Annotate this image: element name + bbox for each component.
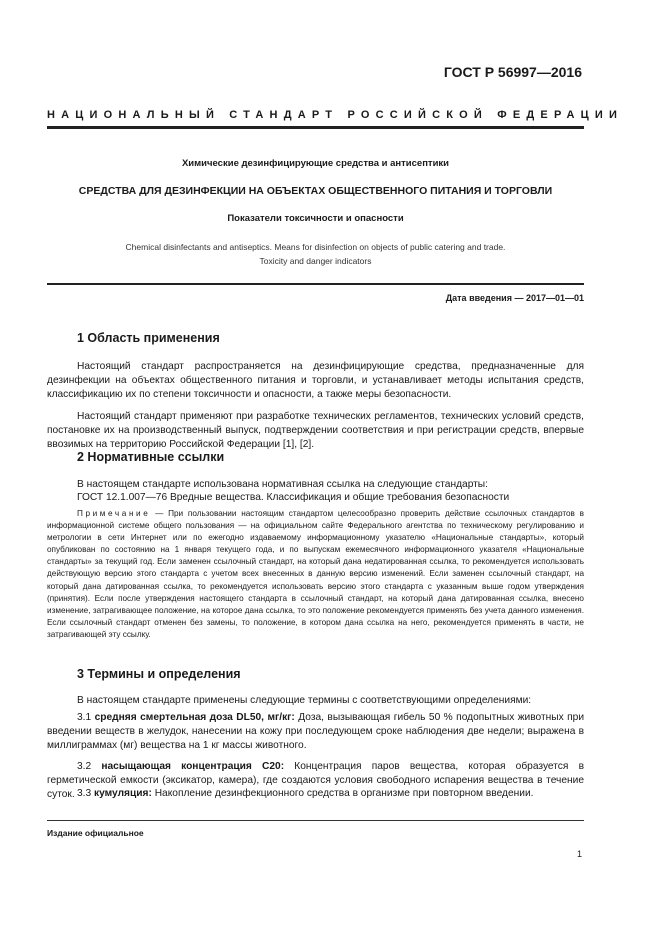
term-name: кумуляция: (94, 788, 152, 799)
term-number: 3.1 (77, 712, 92, 723)
title-en-line2: Toxicity and danger indicators (259, 256, 372, 266)
national-standard-banner: НАЦИОНАЛЬНЫЙ СТАНДАРТ РОССИЙСКОЙ ФЕДЕРАЦИИ (47, 109, 624, 121)
term-name: насыщающая концентрация C20: (101, 761, 285, 772)
title-rule (47, 283, 584, 285)
page-number: 1 (576, 849, 582, 859)
section1-para2: Настоящий стандарт применяют при разработке технических регламентов, технических условий средств, постановке их на производственный выпуск, подтверждении соответствия и при регистрации средств, впервые ввозимых на территорию Российской Федерации [1], [2]. (47, 411, 584, 450)
term-number: 3.3 (77, 788, 92, 799)
section2-note (47, 508, 584, 641)
term-3-3 (47, 787, 584, 801)
section2-para1: В настоящем стандарте использована нормативная ссылка на следующие стандарты: (77, 479, 488, 490)
title-en-line1: Chemical disinfectants and antiseptics. Means for disinfection on objects of public catering and trade. (125, 242, 506, 252)
note-text: — При пользовании настоящим стандартом целесообразно проверить действие ссылочных стандартов в информационной системе общего пользования — на официальном сайте Федерального агентства по техническому регулированию и метрологии в сети Интернет или по ежегодно издаваемому информационному указателю «Национальные стандарты», который опубликован по состоянию на 1 января текущего года, и по выпускам ежемесячного информационного указателя «Национальные стандарты» за текущий год. Если заменен ссылочный стандарт, на который дана недатированная ссылка, то рекомендуется использовать действующую версию этого стандарта с учетом всех внесенных в данную версию изменений. Если заменен ссылочный стандарт, на который дана датированная ссылка, то рекомендуется использовать версию этого стандарта с указанным выше годом утверждения (принятия). Если после утверждения настоящего стандарта в ссылочный стандарт, на который дана датированная ссылка, внесено изменение, затрагивающее положение, на которое дана ссылка, то это положение рекомендуется применять без учета данного изменения. Если ссылочный стандарт отменен без замены, то положение, в котором дана ссылка на него, рекомендуется применять в части, не затрагивающей эту ссылку. (47, 509, 584, 639)
subtitle-ru: Химические дезинфицирующие средства и антисептики (181, 158, 450, 169)
edition-label: Издание официальное (47, 828, 144, 838)
section1-heading: 1 Область применения (77, 331, 220, 345)
term-definition: Доза, вызывающая гибель 50 % подопытных животных при введении веществ в желудок, нанесении на кожу при последующем сроке наблюдения две недели; выражена в миллиграммах (мг) вещества на 1 кг массы животного. (47, 712, 585, 751)
section2-heading: 2 Нормативные ссылки (77, 450, 225, 464)
introduction-date: Дата введения — 2017—01—01 (445, 293, 584, 303)
standard-code: ГОСТ Р 56997—2016 (443, 64, 582, 80)
footer-rule (47, 820, 584, 821)
section1-para1: Настоящий стандарт распространяется на дезинфицирующие средства, предназначенные для дезинфекции на объектах общественного питания и торговли, и устанавливает методы испытания средств, классификацию их по степени токсичности и опасности, а также меры безопасности. (47, 361, 584, 400)
term-definition: Концентрация паров вещества, которая образуется в герметической емкости (эксикатор, камера), где создаются условия свободного испарения вещества в течение суток. (47, 761, 584, 800)
term-3-1 (47, 711, 584, 753)
main-title-ru: СРЕДСТВА ДЛЯ ДЕЗИНФЕКЦИИ НА ОБЪЕКТАХ ОБЩЕСТВЕННОГО ПИТАНИЯ И ТОРГОВЛИ (78, 185, 553, 197)
subtitle2-ru: Показатели токсичности и опасности (227, 213, 404, 224)
term-definition: Накопление дезинфекционного средства в организме при повторном введении. (151, 788, 534, 799)
note-label: Примечание (77, 509, 151, 518)
header-rule (47, 126, 584, 129)
term-number: 3.2 (77, 761, 92, 772)
section3-intro: В настоящем стандарте применены следующие термины с соответствующими определениями: (77, 695, 532, 706)
section2-reference: ГОСТ 12.1.007—76 Вредные вещества. Классификация и общие требования безопасности (77, 492, 510, 503)
term-name: средняя смертельная доза DL50, мг/кг: (94, 712, 295, 723)
section3-heading: 3 Термины и определения (77, 667, 241, 681)
